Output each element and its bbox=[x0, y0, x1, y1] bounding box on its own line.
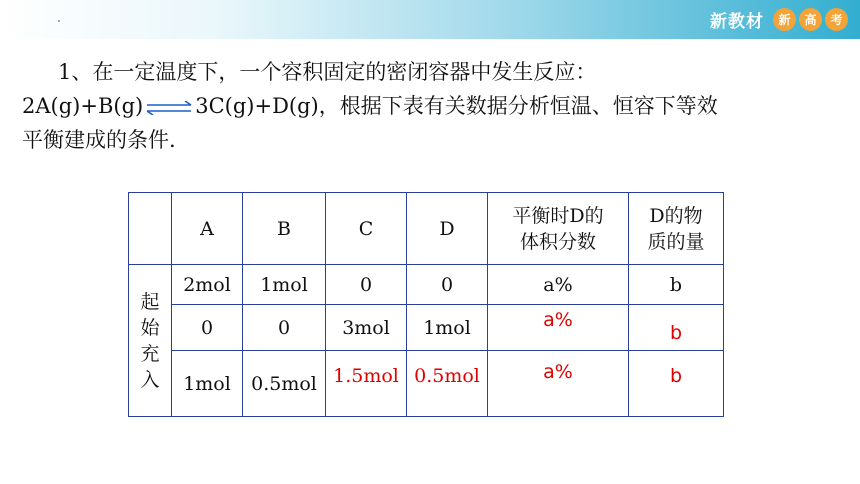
row-label-initial-charge bbox=[129, 265, 172, 417]
answer-cell: 1.5mol bbox=[326, 351, 407, 417]
table-cell: 0 bbox=[172, 305, 243, 351]
table-row bbox=[129, 265, 724, 305]
table-cell: a% bbox=[488, 265, 629, 305]
header-amount-line-2: 质的量 bbox=[647, 230, 705, 253]
table-cell: 1mol bbox=[172, 351, 243, 417]
answer-cell: 0.5mol bbox=[407, 351, 488, 417]
table-cell: b bbox=[629, 265, 724, 305]
table-cell: 1mol bbox=[243, 265, 326, 305]
header-volume-fraction-line-1: 平衡时D的 bbox=[512, 204, 604, 227]
equation-products: 3C(g)+D(g) bbox=[195, 94, 319, 118]
header-volume-fraction-line-2: 体积分数 bbox=[519, 230, 596, 253]
row-label-char: 充 bbox=[140, 342, 160, 365]
header-cell-amount bbox=[629, 193, 724, 265]
brand-badge-1: 新 bbox=[773, 8, 796, 31]
brand-badge-3: 考 bbox=[825, 8, 848, 31]
decorative-dot bbox=[58, 20, 60, 22]
header-cell-empty bbox=[129, 193, 172, 265]
row-label-char: 入 bbox=[140, 368, 160, 391]
answer-cell: a% bbox=[488, 305, 629, 351]
answer-cell: b bbox=[629, 351, 724, 417]
question-line-2-rest: ，根据下表有关数据分析恒温、恒容下等效 bbox=[318, 94, 718, 118]
table-cell: 0 bbox=[326, 265, 407, 305]
table-cell: 0 bbox=[243, 305, 326, 351]
table-row bbox=[129, 305, 724, 351]
question-text bbox=[22, 55, 842, 157]
header-cell-d: D bbox=[407, 193, 488, 265]
answer-cell: b bbox=[629, 305, 724, 351]
header-amount-line-1: D的物 bbox=[649, 204, 703, 227]
table-cell: 0.5mol bbox=[243, 351, 326, 417]
header-bar bbox=[0, 0, 860, 39]
table-cell: 1mol bbox=[407, 305, 488, 351]
header-cell-b: B bbox=[243, 193, 326, 265]
row-label-char: 始 bbox=[140, 316, 160, 339]
equation-reactants: 2A(g)+B(g) bbox=[22, 94, 144, 118]
equilibrium-table bbox=[128, 192, 724, 417]
header-cell-a: A bbox=[172, 193, 243, 265]
table-row bbox=[129, 351, 724, 417]
equilibrium-arrow-icon bbox=[145, 101, 193, 115]
table-cell: 3mol bbox=[326, 305, 407, 351]
question-line-3: 平衡建成的条件. bbox=[22, 128, 176, 152]
question-line-2 bbox=[22, 89, 842, 123]
brand-logo bbox=[710, 6, 848, 32]
row-label-char: 起 bbox=[140, 290, 160, 313]
question-line-1: 1、在一定温度下，一个容积固定的密闭容器中发生反应： bbox=[58, 60, 597, 84]
brand-badge-2: 高 bbox=[799, 8, 822, 31]
answer-cell: a% bbox=[488, 351, 629, 417]
brand-text: 新教材 bbox=[710, 11, 764, 32]
header-cell-c: C bbox=[326, 193, 407, 265]
table-cell: 0 bbox=[407, 265, 488, 305]
table-cell: 2mol bbox=[172, 265, 243, 305]
table-header-row bbox=[129, 193, 724, 265]
header-cell-volume-fraction bbox=[488, 193, 629, 265]
